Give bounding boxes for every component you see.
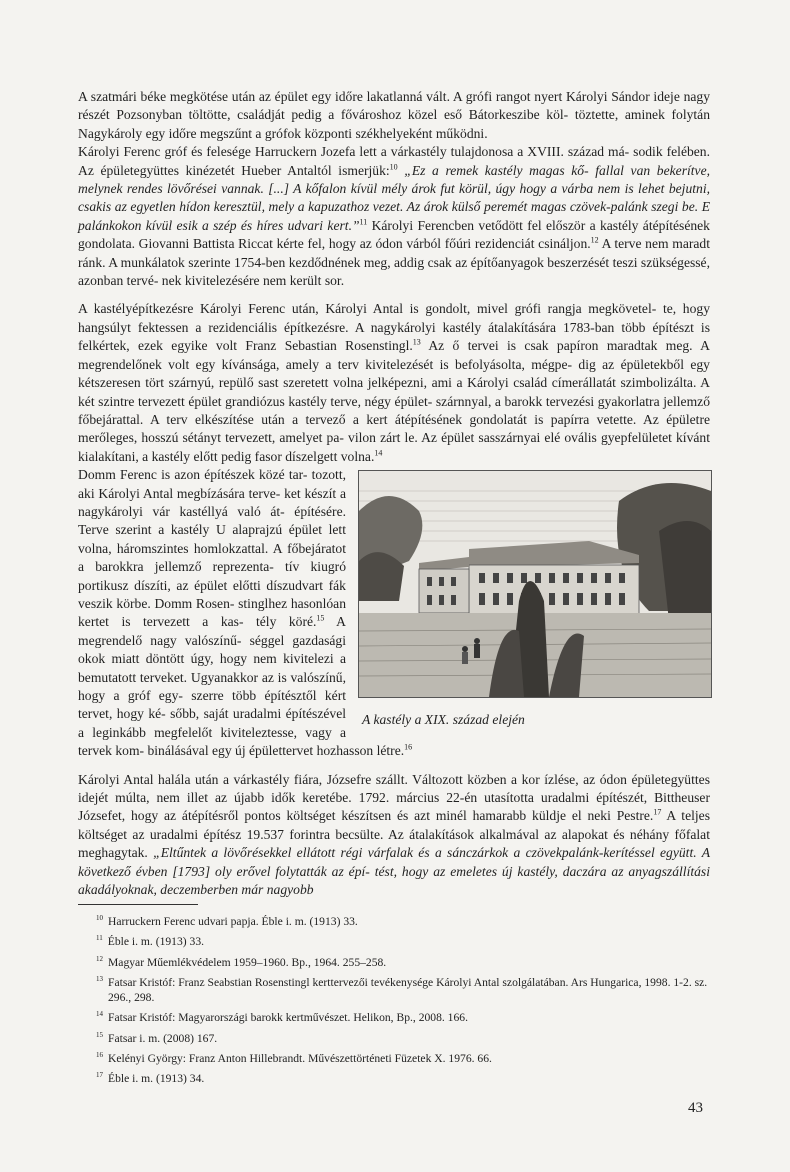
footnote-ref: 13 (412, 337, 421, 347)
paragraph-4: Domm Ferenc is azon építészek közé tar- tozott, aki Károlyi Antal megbízására terve- ket készít a nagykárolyi vár kastéllyá való át- építésére. Terve szerint a kastély U alaprajzú épület lett volna, háromszintes homlokzattal. A főbejáratot a barokkra jellemző reprezenta- tív kiugró portikusz díszíti, az épület előtti díszudvart fák veszik körbe. Domm Rosen- stinglhez hasonlóan kertet is tervezett a kas- tély köré.$^{15}$ A megrendelő nagy valószínű- séggel gazdasági okok miatt döntött úgy, hogy nem kivitelezi a bemutatott terveket. Ugyanakkor az is valószínű, hogy a gróf egy- szerre több építésztől kért tervet, hogy ké- sőbb, saját uradalmi építészével a leginkább megfelelőt kiviteleztesse, vagy a tervek kom- binálásával egy új épülettervet hozhasson létre.$^{16}$ (78, 467, 413, 759)
paragraph-3: A kastélyépítkezésre Károlyi Ferenc után, Károlyi Antal is gondolt, mivel grófi rangja megkövetel- te, hogy hangsúlyt fektessen a rezidenciális építkezésre. A nagykárolyi kastély átalakítására 1783-ban több építészt is felkértek, ezek egyike volt Franz Sebastian Rosenstingl.$^{13}$ Az ő tervei is csak papíron maradtak meg. A megrendelőnek volt egy kívánsága, amely a terv kivitelezését is befolyásolta, mégpe- dig az épületekből egy kétszeresen tört szárnyú, repülő sast szeretett volna jelképezni, ami a Károlyi család címerállatát szimbolizálta. A két szintre tervezett épület grandiózus kastély terve, négy épület- szárnnyal, a barokk tervezési gyakorlatra jellemző főbejárattal. A terv elkészítése után a tervező a kert átépítésének gondolatát is papírra vetette. Az épületre merőleges, hosszú sétányt tervezett, amelyet pa- vilon zárt le. Az épület sasszárnyai elé ovális gyepfelületet kívánt kialakítani, a kastély előtt pedig fasor díszelgett volna.$^{14}$ (78, 301, 711, 464)
footnote-ref: 12 (590, 235, 599, 245)
footnote-item: $^{17}$ Éble i. m. (1913) 34. (96, 1071, 205, 1086)
footnote-ref: 10 (389, 162, 398, 172)
figure-caption: A kastély a XIX. század elején (362, 712, 525, 728)
footnote-ref: 14 (374, 448, 383, 458)
paragraph-2: Károlyi Ferenc gróf és felesége Harruckern Jozefa lett a várkastély tulajdonosa a XVIII. század má- sodik felében. Az épületegyüttes kinézetét Hueber Antaltól ismerjük:$^{10}$ „Ez a remek kastély magas kő- fallal van bekerítve, melynek rendes lövőrései vannak. [...] A kőfalon kívül mély árok fut körül, úgy hogy a várba nem is lehet bejutni, csakis az egyetlen hídon keresztül, mely a kapuzathoz vezet. Az árok külső peremét magas czövek-palánk szegi be. E palánkokon kívül esik a szép és híres udvari kert.”$^{11}$ Károlyi Ferencben vetődött fel először a kastély átépítésének gondolata. Giovanni Battista Riccat kérte fel, hogy az ódon várból főúri rezidenciát csináljon.$^{12}$ A terve nem maradt ránk. A munkálatok szerinte 1754-ben kezdődnének meg, addig csak az építőanyagok beszerzését teszi szükségessé, azonban tervé- nek kivitelezésére nem került sor. (78, 144, 711, 289)
footnotes (78, 904, 710, 1089)
footnote-ref: 15 (316, 613, 325, 623)
footnote-ref: 17 (653, 807, 662, 817)
page-body (78, 88, 710, 899)
footnote-ref: 16 (404, 742, 413, 752)
castle-figure (358, 470, 710, 728)
page-number: 43 (688, 1100, 703, 1116)
footnote-item: $^{14}$ Fatsar Kristóf: Magyarországi barokk kertművészet. Helikon, Bp., 2008. 166. (96, 1010, 468, 1025)
footnote-item: $^{12}$ Magyar Műemlékvédelem 1959–1960. Bp., 1964. 255–258. (96, 954, 387, 969)
paragraph-5: Károlyi Antal halála után a várkastély fiára, Józsefre szállt. Változott közben a kor ízlése, az ódon épületegyüttes idejét múlta, nem illet az újabb idők keretébe. 1792. március 22-én utasította uradalmi építészét, Bittheuser Józsefet, hogy az átépítésről pontos költséget készítsen és azt minél hamarabb küldje el neki Pestre.$^{17}$ A teljes költséget az uradalmi építész 19.537 forintra becsülte. Az átalakítások alkalmával az alapokat és néhány főfalat meghagytak. „Eltűntek a lövőrésekkel ellátott régi várfalak és a sánczárkok a czövekpalánk-kerítéssel együtt. A következő évben [1793] oly erővel folytatták az épí- tést, hogy az emeletes új kastély, daczára az anyagszállítási akadályoknak, deczemberben már nagyobb (78, 771, 711, 898)
footnote-divider (78, 904, 198, 905)
castle-engraving-image (358, 470, 712, 698)
footnote-item: $^{16}$ Kelényi György: Franz Anton Hillebrandt. Művészettörténeti Füzetek X. 1976. 66. (96, 1051, 492, 1065)
footnote-item: $^{15}$ Fatsar i. m. (2008) 167. (96, 1030, 218, 1045)
footnote-ref: 11 (359, 217, 368, 227)
footnote-item: $^{11}$ Éble i. m. (1913) 33. (96, 934, 205, 949)
footnote-item: $^{10}$ Harruckern Ferenc udvari papja. Éble i. m. (1913) 33. (96, 914, 358, 928)
footnote-item: $^{13}$ Fatsar Kristóf: Franz Seabstian Rosenstingl kerttervezői tevékenysége Károlyi Antal szolgálatában. Ars Hungarica, 1998. 1-2. sz. 296., 298. (96, 974, 708, 1005)
paragraph-1: A szatmári béke megkötése után az épület egy időre lakatlanná vált. A grófi rangot nyert Károlyi Sándor ideje nagy részét Pozsonyban töltötte, családját pedig a fővároshoz közel eső Bátorkeszibe köl- töztette, aminek folytán Nagykároly egy időre megszűnt a grófok központi székhelyeként működni. (78, 89, 711, 141)
